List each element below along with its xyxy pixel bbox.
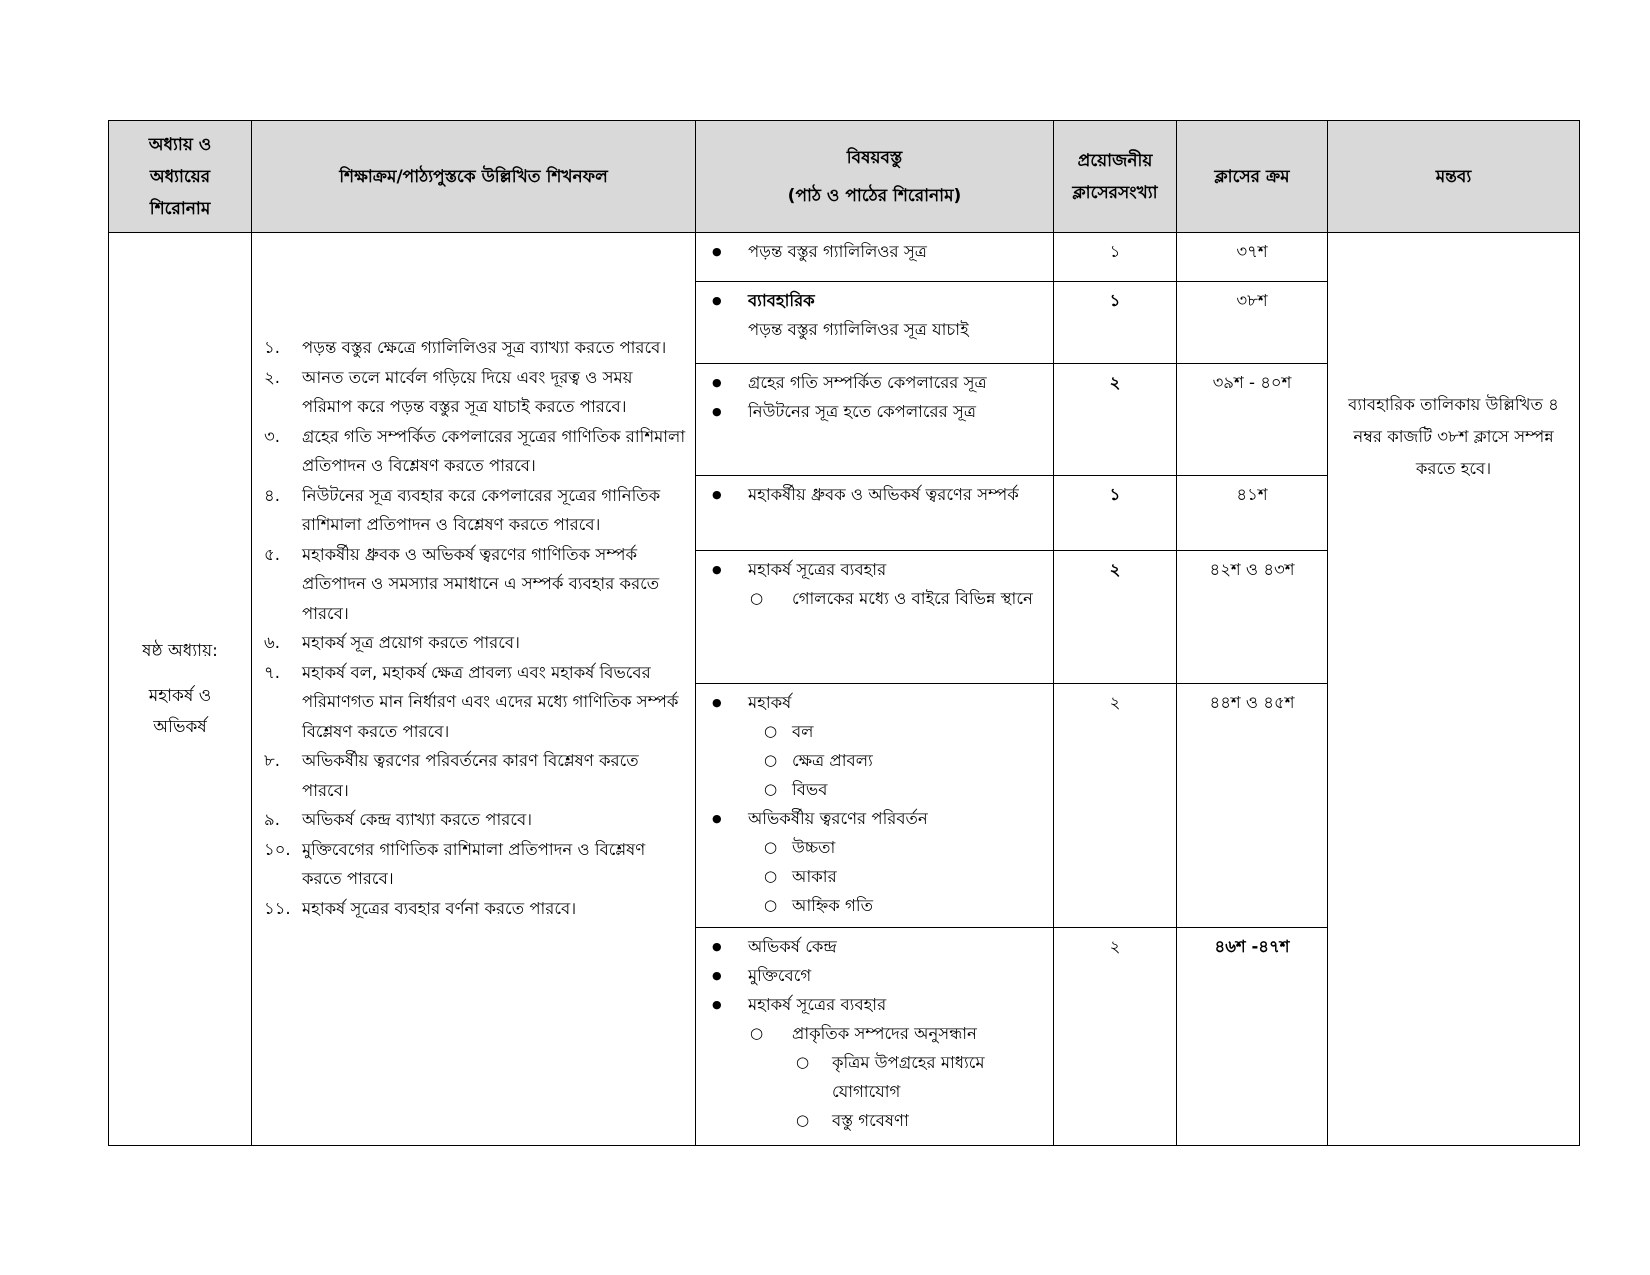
header-content-line2: (পাঠ ও পাঠের শিরোনাম): [787, 185, 962, 206]
content-cell: [696, 928, 1054, 1146]
remarks-cell: [1328, 233, 1580, 1146]
chapter-number: ষষ্ঠ অধ্যায়:: [142, 640, 218, 661]
outcomes-list: [264, 333, 687, 923]
item-text: গ্রহের গতি সম্পর্কিত কেপলারের সূত্রের গাণিতিক রাশিমালা প্রতিপাদন ও বিশ্লেষণ করতে পারবে।: [302, 426, 686, 475]
item-text: মহাকর্ষীয় ধ্রুবক ও অভিকর্ষ ত্বরণের গাণিতিক সম্পর্ক প্রতিপাদন ও সমস্যার সমাধানে এ সম্পর্ক ব্যবহার করতে পারবে।: [302, 544, 660, 623]
list-item: [264, 481, 687, 540]
class-order: ৪৪শ ও ৪৫শ: [1177, 684, 1328, 928]
content-subitem: ○ আহ্নিক গতি: [708, 891, 1047, 920]
list-item: [264, 540, 687, 629]
header-chapter-line1: অধ্যায় ও: [148, 134, 212, 155]
content-cell: [696, 364, 1054, 476]
class-order: ৪৬শ -৪৭শ: [1177, 928, 1328, 1146]
content-item: ● মহাকর্ষীয় ধ্রুবক ও অভিকর্ষ ত্বরণের সম্পর্ক: [708, 480, 1047, 509]
content-item: ● পড়ন্ত বস্তুর গ্যালিলিওর সূত্র: [708, 237, 1047, 266]
item-number: ১০.: [264, 839, 291, 859]
header-order: ক্লাসের ক্রম: [1177, 121, 1328, 233]
item-text: অভিকর্ষীয় ত্বরণের পরিবর্তনের কারণ বিশ্লেষণ করতে পারবে।: [302, 751, 639, 800]
content-subitem: ○ আকার: [708, 862, 1047, 891]
item-text: আনত তলে মার্বেল গড়িয়ে দিয়ে এবং দূরত্ব ও সময় পরিমাপ করে পড়ন্ত বস্তুর সূত্র যাচাই করতে পারবে।: [302, 367, 633, 416]
content-subitem: ○ বল: [708, 717, 1047, 746]
list-item: [264, 746, 687, 805]
content-subitem: ○ বস্তু গবেষণা: [708, 1106, 1047, 1135]
content-item: ● মহাকর্ষ সূত্রের ব্যবহার: [708, 555, 1047, 584]
list-item: [264, 805, 687, 835]
class-count: ২: [1054, 364, 1177, 476]
header-chapter-line3: শিরোনাম: [149, 198, 211, 219]
header-classes-line2: ক্লাসেরসংখ্যা: [1072, 182, 1158, 203]
header-content-line1: বিষয়বস্তু: [846, 147, 903, 168]
practical-label: ব্যাবহারিক: [748, 291, 815, 310]
item-number: ৯.: [264, 810, 280, 829]
content-cell: [696, 551, 1054, 684]
item-text: মহাকর্ষ সূত্রের ব্যবহার বর্ণনা করতে পারবে।: [302, 898, 577, 918]
item-number: ৬.: [264, 633, 280, 652]
item-number: ২.: [264, 367, 280, 387]
header-classes-line1: প্রয়োজনীয়: [1077, 150, 1153, 171]
chapter-title-line1: মহাকর্ষ ও: [148, 685, 212, 706]
content-cell: [696, 684, 1054, 928]
content-item: ● মহাকর্ষ: [708, 688, 1047, 717]
content-item: পড়ন্ত বস্তুর গ্যালিলিওর সূত্র যাচাই: [748, 320, 969, 339]
content-subitem: ○ গোলকের মধ্যে ও বাইরে বিভিন্ন স্থানে: [708, 584, 1047, 613]
class-count: ২: [1054, 551, 1177, 684]
chapter-cell: [109, 233, 252, 1146]
content-item: ● অভিকর্ষীয় ত্বরণের পরিবর্তন: [708, 804, 1047, 833]
list-item: [264, 835, 687, 894]
item-number: ৫.: [264, 544, 280, 564]
lesson-plan-table: [108, 120, 1580, 1146]
content-item: ● মুক্তিবেগে: [708, 961, 1047, 990]
header-content: [696, 121, 1054, 233]
item-text: মহাকর্ষ বল, মহাকর্ষ ক্ষেত্র প্রাবল্য এবং মহাকর্ষ বিভবের পরিমাণগত মান নির্ধারণ এবং এদের মধ্যে গাণিতিক সম্পর্ক বিশ্লেষণ করতে পারবে।: [302, 662, 679, 741]
item-text: অভিকর্ষ কেন্দ্র ব্যাখ্যা করতে পারবে।: [302, 810, 533, 829]
class-count: ১: [1054, 476, 1177, 551]
content-cell: [696, 282, 1054, 364]
item-number: ৩.: [264, 426, 280, 446]
content-subitem: ○ বিভব: [708, 775, 1047, 804]
content-item: ● গ্রহের গতি সম্পর্কিত কেপলারের সূত্র: [708, 368, 1047, 397]
class-order: ৪২শ ও ৪৩শ: [1177, 551, 1328, 684]
item-number: ১১.: [264, 898, 291, 918]
class-count: ২: [1054, 928, 1177, 1146]
table-row: [109, 233, 1580, 282]
header-classes: [1054, 121, 1177, 233]
content-item: ● নিউটনের সূত্র হতে কেপলারের সূত্র: [708, 397, 1047, 426]
header-remarks: মন্তব্য: [1328, 121, 1580, 233]
class-count: ১: [1054, 233, 1177, 282]
item-text: মুক্তিবেগের গাণিতিক রাশিমালা প্রতিপাদন ও বিশ্লেষণ করতে পারবে।: [302, 839, 646, 888]
class-count: ২: [1054, 684, 1177, 928]
content-subitem: ○ প্রাকৃতিক সম্পদের অনুসন্ধান: [708, 1019, 1047, 1048]
content-item: ● অভিকর্ষ কেন্দ্র: [708, 932, 1047, 961]
content-item: ● মহাকর্ষ সূত্রের ব্যবহার: [708, 990, 1047, 1019]
content-subitem: ○ ক্ষেত্র প্রাবল্য: [708, 746, 1047, 775]
content-subitem: ○ উচ্চতা: [708, 833, 1047, 862]
class-order: ৪১শ: [1177, 476, 1328, 551]
content-subitem: ○ কৃত্রিম উপগ্রহের মাধ্যমে যোগাযোগ: [708, 1048, 1047, 1106]
class-order: ৩৯শ - ৪০শ: [1177, 364, 1328, 476]
class-order: ৩৮শ: [1177, 282, 1328, 364]
item-number: ৮.: [264, 751, 280, 770]
list-item: [264, 894, 687, 924]
chapter-title-line2: অভিকর্ষ: [153, 716, 207, 737]
list-item: [264, 658, 687, 747]
header-chapter-line2: অধ্যায়ের: [149, 166, 211, 187]
header-chapter: [109, 121, 252, 233]
list-item: [264, 628, 687, 658]
learning-outcomes-cell: [252, 233, 696, 1146]
list-item: [264, 422, 687, 481]
remarks-text: ব্যাবহারিক তালিকায় উল্লিখিত ৪ নম্বর কাজটি ৩৮শ ক্লাসে সম্পন্ন করতে হবে।: [1348, 395, 1559, 478]
item-number: ১.: [264, 338, 280, 357]
content-cell: [696, 476, 1054, 551]
content-item: [708, 286, 1047, 315]
header-row: [109, 121, 1580, 233]
header-outcomes: শিক্ষাক্রম/পাঠ্যপুস্তকে উল্লিখিত শিখনফল: [252, 121, 696, 233]
content-cell: [696, 233, 1054, 282]
item-number: ৭.: [264, 662, 280, 682]
class-count: ১: [1054, 282, 1177, 364]
item-text: পড়ন্ত বস্তুর ক্ষেত্রে গ্যালিলিওর সূত্র ব্যাখ্যা করতে পারবে।: [302, 338, 667, 357]
class-order: ৩৭শ: [1177, 233, 1328, 282]
list-item: [264, 333, 687, 363]
item-text: মহাকর্ষ সূত্র প্রয়োগ করতে পারবে।: [302, 633, 520, 652]
list-item: [264, 363, 687, 422]
item-number: ৪.: [264, 485, 280, 505]
item-text: নিউটনের সূত্র ব্যবহার করে কেপলারের সূত্রের গানিতিক রাশিমালা প্রতিপাদন ও বিশ্লেষণ করতে পারবে।: [302, 485, 661, 534]
